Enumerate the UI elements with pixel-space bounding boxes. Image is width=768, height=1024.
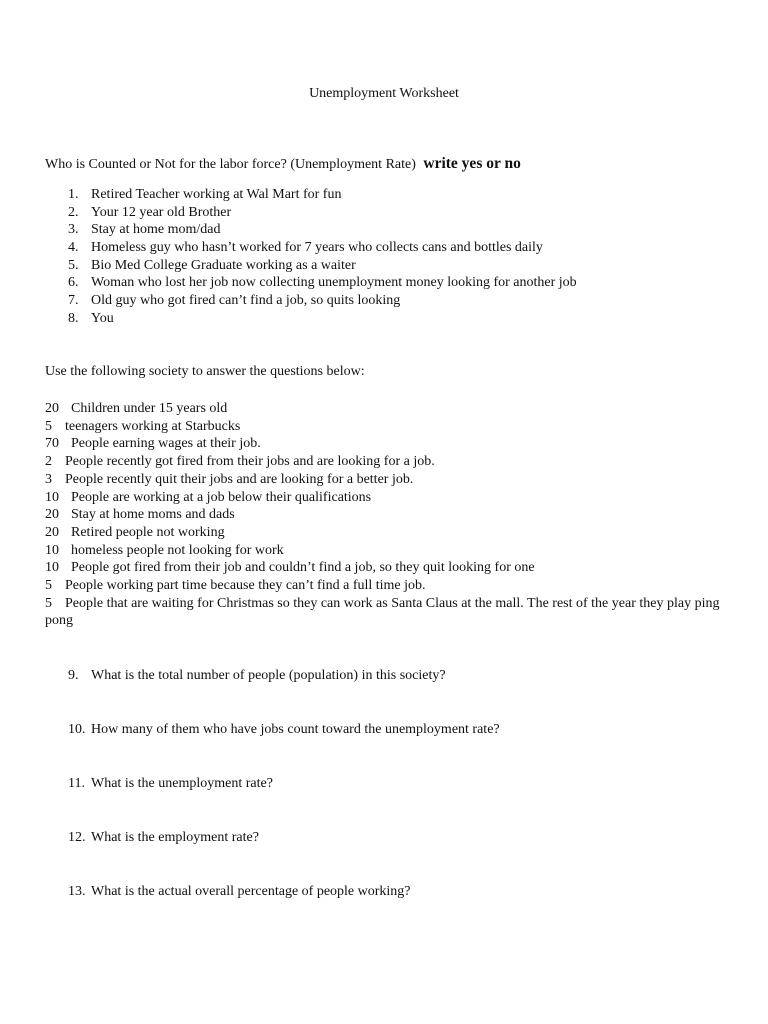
list-item-text: Retired Teacher working at Wal Mart for fun <box>91 187 342 202</box>
society-count: 10 <box>45 542 59 558</box>
society-count: 20 <box>45 507 59 523</box>
society-row <box>45 471 725 489</box>
society-row <box>45 506 725 524</box>
list-item-number: 6. <box>68 275 79 291</box>
society-row <box>45 559 725 577</box>
society-text: Children under 15 years old <box>71 401 228 416</box>
society-count: 5 <box>45 595 52 611</box>
list-item-text: Bio Med College Graduate working as a waiter <box>91 257 356 273</box>
list-item-text: Woman who lost her job now collecting unemployment money looking for another job <box>91 275 577 291</box>
question-text: What is the employment rate? <box>91 830 259 845</box>
society-text: People got fired from their job and couldn’t find a job, so they quit looking for one <box>71 560 535 576</box>
question-number: 12. <box>68 830 86 845</box>
society-text: People are working at a job below their qualifications <box>71 489 372 505</box>
society-count: 70 <box>45 436 59 452</box>
list-item-number: 3. <box>68 222 79 238</box>
list-item-number: 1. <box>68 187 79 202</box>
society-row <box>45 400 725 418</box>
list-item-number: 7. <box>68 293 79 309</box>
society-count: 5 <box>45 578 52 594</box>
society-count: 3 <box>45 471 52 487</box>
question-number: 11. <box>68 776 85 791</box>
society-instruction: Use the following society to answer the questions below: <box>45 364 365 379</box>
question-text: Who is Counted or Not for the labor force? (Unemployment Rate) <box>45 157 416 172</box>
page-title: Unemployment Worksheet <box>309 86 459 101</box>
society-text: People working part time because they can’t find a full time job. <box>65 578 426 594</box>
society-text: Stay at home moms and dads <box>71 507 235 523</box>
society-text: People recently quit their jobs and are looking for a better job. <box>65 471 414 487</box>
society-row <box>45 577 725 595</box>
list-item-text: Homeless guy who hasn’t worked for 7 years who collects cans and bottles daily <box>91 240 543 256</box>
list-item-number: 4. <box>68 240 79 256</box>
question-number: 10. <box>68 722 86 737</box>
society-count: 20 <box>45 524 59 540</box>
society-count: 10 <box>45 489 59 505</box>
society-row <box>45 453 725 471</box>
list-item-text: Stay at home mom/dad <box>91 222 221 238</box>
question-emphasis: write yes or no <box>423 155 521 172</box>
list-item-text: Your 12 year old Brother <box>91 204 232 220</box>
question-text: What is the unemployment rate? <box>91 776 273 791</box>
question-text: How many of them who have jobs count toward the unemployment rate? <box>91 722 500 737</box>
society-row <box>45 435 725 453</box>
society-text: Retired people not working <box>71 524 225 540</box>
society-row <box>45 595 725 630</box>
list-item-number: 8. <box>68 310 79 326</box>
question-number: 9. <box>68 668 79 683</box>
question-text: What is the total number of people (population) in this society? <box>91 668 446 683</box>
society-text: teenagers working at Starbucks <box>65 418 241 434</box>
society-text: People earning wages at their job. <box>71 436 261 452</box>
society-count: 5 <box>45 418 52 434</box>
list-item-number: 2. <box>68 204 79 220</box>
society-count: 10 <box>45 560 59 576</box>
society-count: 2 <box>45 454 52 470</box>
question-number: 13. <box>68 884 86 899</box>
society-row <box>45 542 725 560</box>
society-text: People recently got fired from their jobs and are looking for a job. <box>65 454 435 470</box>
society-row <box>45 489 725 507</box>
question-text: What is the actual overall percentage of people working? <box>91 884 411 899</box>
society-list <box>45 400 725 630</box>
society-count: 20 <box>45 401 59 416</box>
list-item-number: 5. <box>68 257 79 273</box>
list-item-text: Old guy who got fired can’t find a job, so quits looking <box>91 293 401 309</box>
society-text: People that are waiting for Christmas so they can work as Santa Claus at the mall. The rest of the year they play ping pong <box>45 595 720 629</box>
labor-force-question <box>45 155 521 173</box>
society-text: homeless people not looking for work <box>71 542 284 558</box>
society-row <box>45 524 725 542</box>
society-row <box>45 418 725 436</box>
list-item-text: You <box>91 310 114 326</box>
